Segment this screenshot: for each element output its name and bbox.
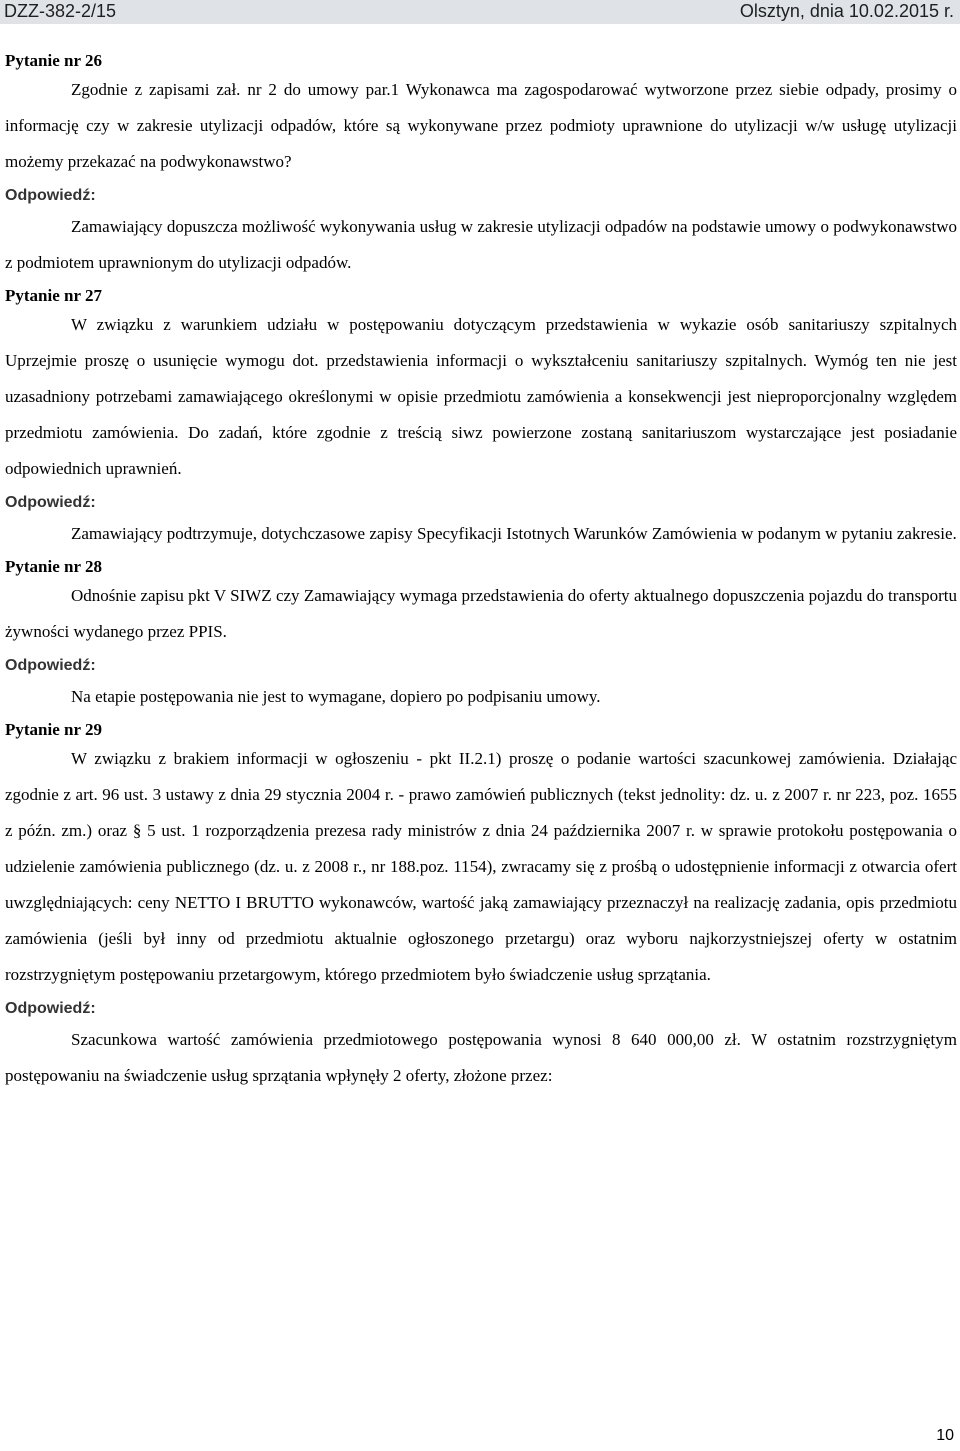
question-label: Pytanie nr 28 [5,557,102,576]
question-item [5,285,957,552]
page-number: 10 [936,1427,954,1444]
page-header [0,0,960,24]
answer-text: Zamawiający podtrzymuje, dotychczasowe zapisy Specyfikacji Istotnych Warunków Zamówienia w podanym w pytaniu zakresie. [71,524,957,543]
question-label: Pytanie nr 27 [5,286,102,305]
question-item [5,50,957,281]
answer-text: Szacunkowa wartość zamówienia przedmiotowego postępowania wynosi 8 640 000,00 zł. W ostatnim rozstrzygniętym postępowaniu na świadczenie usług sprzątania wpłynęły 2 oferty, złożone przez: [5,1030,957,1085]
answer-text: Na etapie postępowania nie jest to wymagane, dopiero po podpisaniu umowy. [71,687,601,706]
document-body [5,46,957,1094]
question-item [5,719,957,1094]
question-item [5,556,957,715]
question-label: Pytanie nr 29 [5,720,102,739]
question-text: Odnośnie zapisu pkt V SIWZ czy Zamawiający wymaga przedstawienia do oferty aktualnego dopuszczenia pojazdu do transportu żywności wydanego przez PPIS. [5,586,957,641]
question-text: W związku z warunkiem udziału w postępowaniu dotyczącym przedstawienia w wykazie osób sanitariuszy szpitalnych Uprzejmie proszę o usunięcie wymogu dot. przedstawienia informacji o wykształceniu sanitariuszy szpitalnych. Wymóg ten nie jest uzasadniony potrzebami zamawiającego określonymi w opisie przedmiotu zamówienia a konsekwencji jest nieproporcjonalny względem przedmiotu zamówienia. Do zadań, które zgodnie z treścią siwz powierzone zostaną sanitariuszom wystarczające jest posiadanie odpowiednich uprawnień. [5,315,957,478]
document-reference: DZZ-382-2/15 [4,1,117,21]
answer-label: Odpowiedź: [5,657,96,674]
place-and-date: Olsztyn, dnia 10.02.2015 r. [739,1,954,21]
question-label: Pytanie nr 26 [5,51,102,70]
question-text: Zgodnie z zapisami zał. nr 2 do umowy par.1 Wykonawca ma zagospodarować wytworzone przez siebie odpady, prosimy o informację czy w zakresie utylizacji odpadów, które są wykonywane przez podmioty uprawnione do utylizacji w/w usługę utylizacji możemy przekazać na podwykonawstwo? [5,80,957,171]
answer-text: Zamawiający dopuszcza możliwość wykonywania usług w zakresie utylizacji odpadów na podstawie umowy o podwykonawstwo z podmiotem uprawnionym do utylizacji odpadów. [5,217,957,272]
question-text: W związku z brakiem informacji w ogłoszeniu - pkt II.2.1) proszę o podanie wartości szacunkowej zamówienia. Działając zgodnie z art. 96 ust. 3 ustawy z dnia 29 stycznia 2004 r. - prawo zamówień publicznych (tekst jednolity: dz. u. z 2007 r. nr 223, poz. 1655 z późn. zm.) oraz § 5 ust. 1 rozporządzenia prezesa rady ministrów z dnia 24 października 2007 r. w sprawie protokołu postępowania o udzielenie zamówienia publicznego (dz. u. z 2008 r., nr 188.poz. 1154), zwracamy się z prośbą o udostępnienie informacji z otwarcia ofert uwzględniających: ceny NETTO I BRUTTO wykonawców, wartość jaką zamawiający przeznaczył na realizację zadania, opis przedmiotu zamówienia (jeśli był inny od przedmiotu aktualnie ogłoszonego przetargu) oraz wyboru najkorzystniejszej oferty w ostatnim rozstrzygniętym postępowaniu przetargowym, którego przedmiotem było świadczenie usług sprzątania. [5,749,957,984]
answer-label: Odpowiedź: [5,1000,96,1017]
answer-label: Odpowiedź: [5,187,96,204]
answer-label: Odpowiedź: [5,494,96,511]
